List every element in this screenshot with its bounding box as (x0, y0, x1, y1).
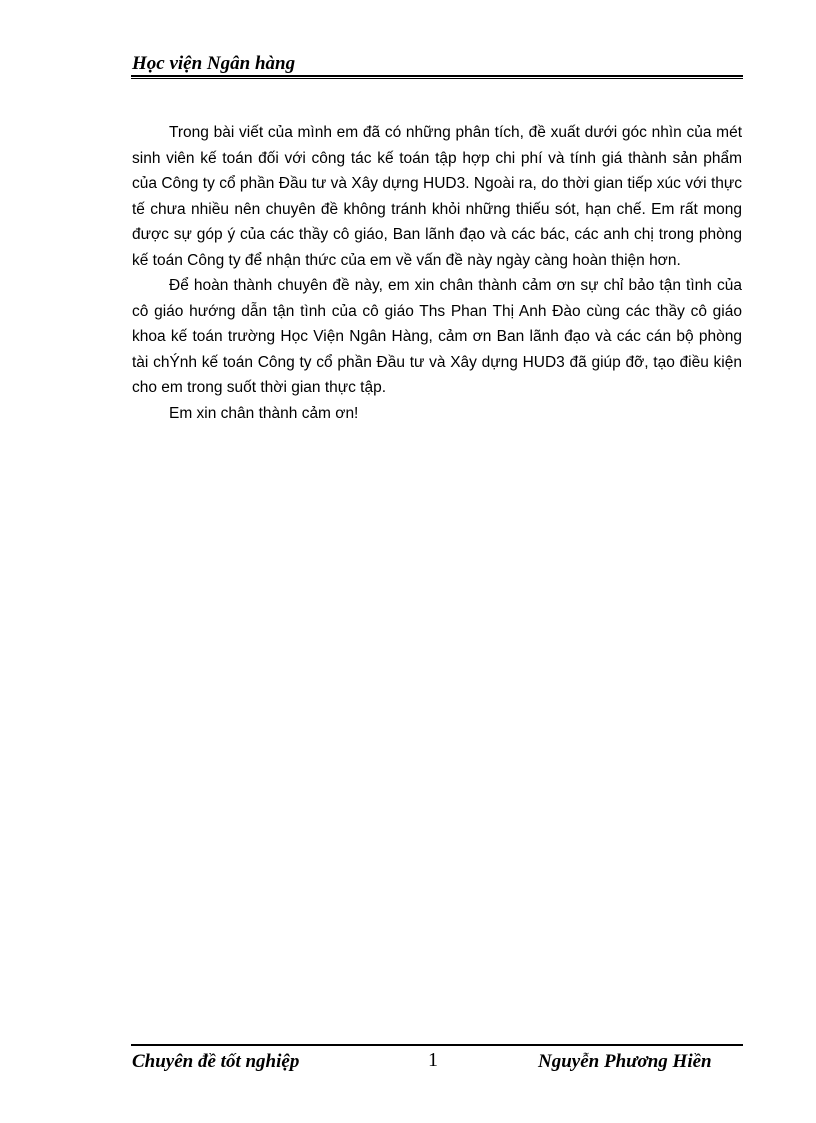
paragraph-2: Để hoàn thành chuyên đề này, em xin chân thành cảm ơn sự chỉ bảo tận tình của cô giáo hướng dẫn tận tình của cô giáo Ths Phan Thị Anh Đào cùng các thầy cô giáo khoa kế toán trường Học Viện Ngân Hàng, cảm ơn Ban lãnh đạo và các cán bộ phòng tài chÝnh kế toán Công ty cổ phần Đầu tư và Xây dựng HUD3 đã giúp đỡ, tạo điều kiện cho em trong suốt thời gian thực tập. (132, 277, 742, 396)
header-title: Học viện Ngân hàng (132, 53, 296, 74)
footer-page-number: 1 (428, 1049, 438, 1071)
paragraph-3: Em xin chân thành cảm ơn! (169, 404, 359, 422)
footer-rule (131, 1044, 743, 1046)
header-rule-thin (131, 78, 743, 79)
footer-author: Nguyễn Phương Hiền (538, 1051, 712, 1072)
footer-document-title: Chuyên đề tốt nghiệp (132, 1051, 300, 1072)
paragraph-1: Trong bài viết của mình em đã có những phân tích, đề xuất dưới góc nhìn của mét sinh viên kế toán đối với công tác kế toán tập hợp chi phí và tính giá thành sản phẩm của Công ty cổ phần Đầu tư và Xây dựng HUD3. Ngoài ra, do thời gian tiếp xúc với thực tế chưa nhiều nên chuyên đề không tránh khỏi những thiếu sót, hạn chế. Em rất mong được sự góp ý của các thầy cô giáo, Ban lãnh đạo và các bác, các anh chị trong phòng kế toán Công ty để nhận thức của em về vấn đề này ngày càng hoàn thiện hơn. (132, 124, 742, 269)
body-text (132, 120, 742, 426)
header-rule-thick (131, 75, 743, 77)
